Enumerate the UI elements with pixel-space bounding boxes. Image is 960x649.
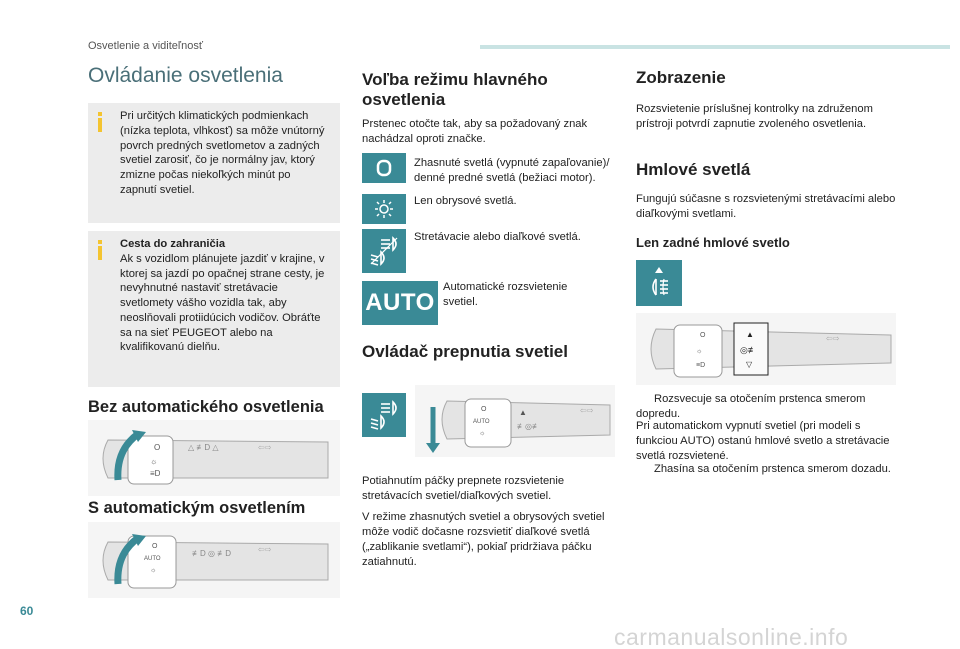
mode-label-off: Zhasnuté svetlá (vypnuté zapaľovanie)/ denné predné svetlá (bežiaci motor).: [414, 157, 610, 185]
info-icon: [98, 240, 102, 260]
svg-text:AUTO: AUTO: [144, 556, 161, 562]
heading-auto: S automatickým osvetlením: [88, 499, 306, 517]
section-header: Osvetlenie a viditeľnosť: [88, 40, 203, 52]
svg-text:O: O: [481, 406, 487, 413]
mode-label-auto: Automatické rozsvietenie svetiel.: [443, 281, 568, 309]
mode-intro: Prstenec otočte tak, aby sa požadovaný znak nachádzal oproti značke.: [362, 118, 588, 146]
auto-icon: AUTO: [362, 281, 438, 325]
note-title: Cesta do zahraničia: [120, 238, 226, 250]
fog-bullet-1: Rozsvecuje sa otočením prstenca smerom dopredu.: [636, 393, 866, 421]
svg-text:AUTO: AUTO: [473, 419, 490, 425]
svg-text:≢D ◎ ≢D: ≢D ◎ ≢D: [192, 549, 231, 558]
fog-text: Fungujú súčasne s rozsvietenými stretávacími alebo diaľkovými svetlami.: [636, 193, 896, 221]
dipped-main-beam-icon: [362, 393, 406, 437]
svg-text:≡D: ≡D: [150, 469, 161, 478]
stalk-illustration-switch: [415, 385, 615, 457]
svg-text:☼: ☼: [479, 430, 486, 437]
heading-mode: Voľba režimu hlavného osvetlenia: [362, 70, 548, 109]
stalk-illustration-fog: [636, 313, 896, 385]
stalk-illustration-manual: [88, 420, 340, 496]
lights-off-icon: [362, 153, 406, 183]
page-number: 60: [20, 604, 34, 618]
page-title: Ovládanie osvetlenia: [88, 64, 283, 87]
info-note-condensation: [88, 103, 340, 223]
svg-text:☼: ☼: [150, 567, 157, 574]
fog-mid-text: Pri automatickom vypnutí svetiel (pri modeli s funkciou AUTO) ostanú hmlové svetlo a stretávacie svetlá rozsvietené.: [636, 420, 890, 463]
svg-text:⇦⇨: ⇦⇨: [826, 334, 840, 343]
mode-label-beam: Stretávacie alebo diaľkové svetlá.: [414, 231, 581, 243]
switch-text-2: V režime zhasnutých svetiel a obrysových svetiel môže vodič dočasne rozsvietiť diaľkové svetlá („zablikanie svetlami“), pokiaľ pridržiava páčku zatiahnutú.: [362, 511, 605, 569]
heading-rear-fog: Len zadné hmlové svetlo: [636, 235, 790, 250]
svg-text:≢◎≢: ≢◎≢: [517, 422, 540, 431]
svg-text:O: O: [154, 443, 161, 452]
rear-fog-icon: [636, 260, 682, 306]
heading-no-auto: Bez automatického osvetlenia: [88, 398, 324, 416]
heading-display: Zobrazenie: [636, 68, 726, 87]
dipped-main-beam-icon: [362, 229, 406, 273]
display-text: Rozsvietenie príslušnej kontrolky na združenom prístroji potvrdí zapnutie zvoleného osvetlenia.: [636, 103, 873, 131]
mode-label-side: Len obrysové svetlá.: [414, 195, 517, 207]
stalk-illustration-auto: [88, 522, 340, 598]
watermark: carmanualsonline.info: [614, 624, 849, 649]
info-icon: [98, 112, 102, 132]
svg-text:△ ≢D △: △ ≢D △: [188, 443, 219, 452]
note-text: Ak s vozidlom plánujete jazdiť v krajine, v ktorej sa jazdí po opačnej strane cesty, je nevyhnutné nastaviť stretávacie svetlomety vášho vozidla tak, aby neoslňovali protiidúcich vodičov. Obráťte sa na sieť PEUGEOT alebo na kvalifikovanú dielňu.: [120, 252, 325, 354]
note-text: Pri určitých klimatických podmienkach (nízka teplota, vlhkosť) sa môže vnútorný povrch predných svetlometov a zadných svetiel zarosiť, čo je normálny jav, ktorý zmizne počas niekoľkých minút po zapnutí svetiel.: [120, 110, 325, 196]
svg-text:O: O: [152, 543, 158, 550]
info-note-abroad: [88, 231, 340, 387]
svg-text:⇦⇨: ⇦⇨: [258, 545, 272, 554]
header-bar: [480, 45, 950, 49]
sidelights-icon: [362, 194, 406, 224]
svg-text:◎≢: ◎≢: [740, 345, 757, 355]
svg-text:⇦⇨: ⇦⇨: [258, 443, 272, 452]
svg-text:☼: ☼: [150, 457, 158, 466]
svg-text:⇦⇨: ⇦⇨: [580, 406, 594, 415]
svg-text:O: O: [700, 332, 706, 339]
heading-fog: Hmlové svetlá: [636, 160, 751, 179]
svg-text:▲: ▲: [746, 330, 754, 339]
svg-text:≡D: ≡D: [696, 362, 706, 369]
fog-bullet-2: Zhasína sa otočením prstenca smerom dozadu.: [654, 463, 891, 475]
svg-text:▲: ▲: [519, 408, 527, 417]
heading-switch: Ovládač prepnutia svetiel: [362, 342, 568, 361]
svg-text:☼: ☼: [696, 348, 703, 355]
switch-text-1: Potiahnutím páčky prepnete rozsvietenie stretávacích svetiel/diaľkových svetiel.: [362, 475, 565, 503]
svg-text:▽: ▽: [746, 360, 753, 369]
